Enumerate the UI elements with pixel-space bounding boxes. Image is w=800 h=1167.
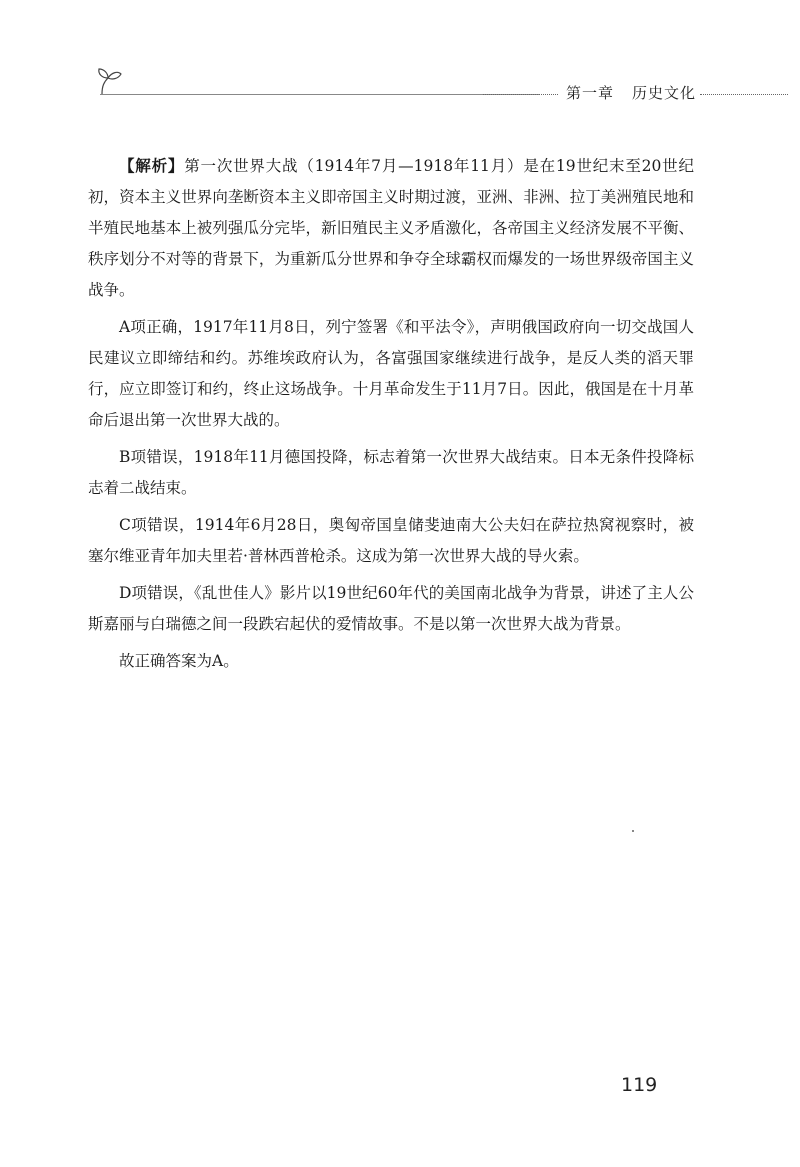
chapter-number: 第一章	[566, 84, 615, 102]
paragraph-text: 第一次世界大战（1914年7月—1918年11月）是在19世纪末至20世纪初，资本主义世界向垄断资本主义即帝国主义时期过渡，亚洲、非洲、拉丁美洲殖民地和半殖民地基本上被列强瓜分完毕，新旧殖民主义矛盾激化，各帝国主义经济发展不平衡、秩序划分不对等的背景下，为重新瓜分世界和争夺全球霸权而爆发的一场世界级帝国主义战争。	[88, 157, 694, 299]
sprout-icon	[94, 64, 124, 98]
option-d-paragraph: D项错误，《乱世佳人》影片以19世纪60年代的美国南北战争为背景，讲述了主人公斯嘉丽与白瑞德之间一段跌宕起伏的爱情故事。不是以第一次世界大战为背景。	[88, 584, 694, 633]
analysis-body	[88, 150, 694, 683]
header-rule-dotted-left	[483, 94, 558, 95]
option-c-paragraph: C项错误，1914年6月28日，奥匈帝国皇储斐迪南大公夫妇在萨拉热窝视察时，被塞尔维亚青年加夫里若·普林西普枪杀。这成为第一次世界大战的导火索。	[88, 516, 694, 565]
running-header	[88, 64, 788, 104]
option-a-paragraph: A项正确，1917年11月8日，列宁签署《和平法令》，声明俄国政府向一切交战国人民建议立即缔结和约。苏维埃政府认为，各富强国家继续进行战争，是反人类的滔天罪行，应立即签订和约，终止这场战争。十月革命发生于11月7日。因此，俄国是在十月革命后退出第一次世界大战的。	[88, 318, 694, 429]
header-rule-dotted-right	[700, 94, 788, 95]
chapter-heading	[566, 82, 696, 103]
scan-speck	[632, 830, 634, 832]
analysis-paragraph	[88, 150, 694, 306]
chapter-title: 历史文化	[632, 84, 697, 102]
header-rule	[100, 94, 540, 95]
option-b-paragraph: B项错误，1918年11月德国投降，标志着第一次世界大战结束。日本无条件投降标志着二战结束。	[88, 448, 694, 497]
analysis-label: 【解析】	[119, 156, 185, 175]
page-number: 119	[621, 1074, 658, 1096]
answer-paragraph: 故正确答案为A。	[119, 652, 239, 670]
